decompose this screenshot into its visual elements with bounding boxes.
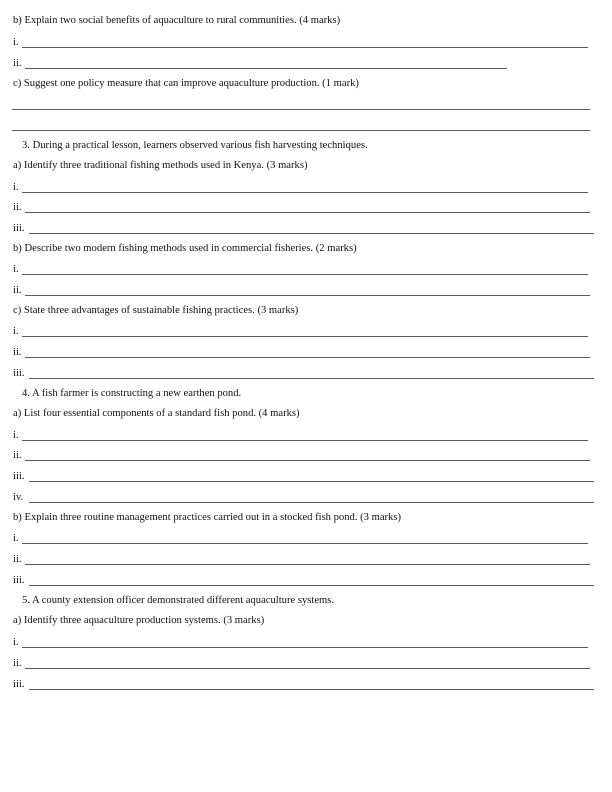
answer-label: i.: [13, 533, 19, 544]
question-4b-text: b) Explain three routine management practices carried out in a stocked fish pond. (3 marks): [13, 512, 402, 523]
answer-line[interactable]: [22, 274, 588, 275]
answer-label: ii.: [13, 450, 22, 461]
answer-line[interactable]: [25, 460, 590, 461]
answer-line[interactable]: [29, 585, 594, 586]
answer-line[interactable]: [22, 47, 588, 48]
answer-line[interactable]: [29, 378, 594, 379]
answer-line[interactable]: [25, 564, 590, 565]
answer-line[interactable]: [22, 440, 588, 441]
answer-label: ii.: [13, 658, 22, 669]
answer-line[interactable]: [29, 233, 594, 234]
answer-line[interactable]: [22, 192, 588, 193]
answer-label: i.: [13, 37, 19, 48]
answer-line[interactable]: [25, 668, 590, 669]
question-3c-text: c) State three advantages of sustainable fishing practices. (3 marks): [13, 305, 299, 316]
question-5a-text: a) Identify three aquaculture production systems. (3 marks): [13, 615, 265, 626]
answer-line[interactable]: [25, 295, 590, 296]
answer-line[interactable]: [25, 68, 507, 69]
answer-line[interactable]: [29, 502, 594, 503]
answer-line[interactable]: [29, 481, 594, 482]
answer-label: iii.: [13, 679, 25, 690]
question-2c-text: c) Suggest one policy measure that can improve aquaculture production. (1 mark): [13, 78, 359, 89]
answer-label: iii.: [13, 575, 25, 586]
answer-label: iii.: [13, 368, 25, 379]
answer-line[interactable]: [22, 336, 588, 337]
question-3b-text: b) Describe two modern fishing methods used in commercial fisheries. (2 marks): [13, 243, 357, 254]
answer-label: ii.: [13, 554, 22, 565]
answer-label: iii.: [13, 471, 25, 482]
answer-line[interactable]: [29, 689, 594, 690]
answer-label: ii.: [13, 285, 22, 296]
answer-label: i.: [13, 430, 19, 441]
answer-label: i.: [13, 326, 19, 337]
answer-label: i.: [13, 264, 19, 275]
question-4a-text: a) List four essential components of a standard fish pond. (4 marks): [13, 408, 300, 419]
answer-label: ii.: [13, 202, 22, 213]
answer-label: ii.: [13, 58, 22, 69]
answer-line[interactable]: [25, 212, 590, 213]
answer-line[interactable]: [25, 357, 590, 358]
answer-line[interactable]: [22, 647, 588, 648]
answer-label: iv.: [13, 492, 24, 503]
question-3-stem: 3. During a practical lesson, learners observed various fish harvesting techniques.: [22, 140, 368, 151]
answer-label: i.: [13, 637, 19, 648]
question-3a-text: a) Identify three traditional fishing methods used in Kenya. (3 marks): [13, 160, 308, 171]
answer-label: iii.: [13, 223, 25, 234]
answer-label: ii.: [13, 347, 22, 358]
question-4-stem: 4. A fish farmer is constructing a new earthen pond.: [22, 388, 242, 399]
answer-line[interactable]: [12, 130, 590, 131]
question-2b-text: b) Explain two social benefits of aquaculture to rural communities. (4 marks): [13, 15, 341, 26]
answer-line[interactable]: [12, 109, 590, 110]
question-5-stem: 5. A county extension officer demonstrated different aquaculture systems.: [22, 595, 335, 606]
answer-label: i.: [13, 182, 19, 193]
answer-line[interactable]: [22, 543, 588, 544]
